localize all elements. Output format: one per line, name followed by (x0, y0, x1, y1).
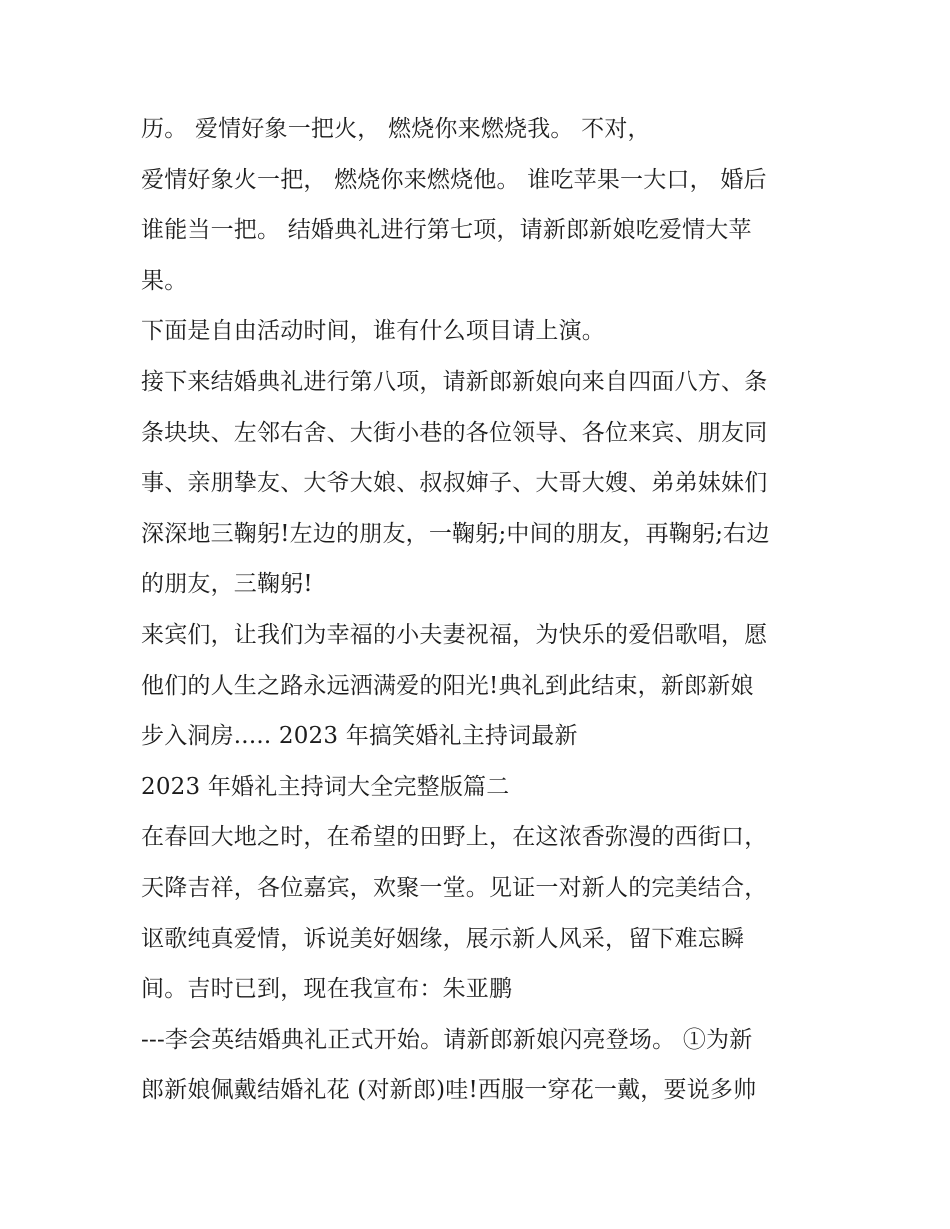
text-line: 事、亲朋挚友、大爷大娘、叔叔婶子、大哥大嫂、弟弟妹妹们 (141, 470, 768, 497)
text-line: 下面是自由活动时间，谁有什么项目请上演。 (141, 318, 605, 345)
text-line: 谁能当一把。 结婚典礼进行第七项，请新郎新娘吃爱情大苹 (141, 217, 752, 244)
text-line: 历。 爱情好象一把火， 燃烧你来燃烧我。 不对， (141, 116, 651, 142)
text-line: 天降吉祥，各位嘉宾，欢聚一堂。见证一对新人的完美结合， (141, 874, 768, 901)
text-line: 接下来结婚典礼进行第八项，请新郎新娘向来自四面八方、条 (141, 368, 768, 395)
text-line: 来宾们，让我们为幸福的小夫妻祝福，为快乐的爱侣歌唱，愿 (141, 621, 768, 648)
text-line: 的朋友，三鞠躬! (141, 571, 313, 598)
text-line: 爱情好象火一把， 燃烧你来燃烧他。 谁吃苹果一大口， 婚后 (141, 166, 767, 193)
text-line: ---李会英结婚典礼正式开始。请新郎新娘闪亮登场。 ①为新 (141, 1026, 753, 1053)
text-line: 条块块、左邻右舍、大街小巷的各位领导、各位来宾、朋友同 (141, 419, 768, 446)
text-line: 深深地三鞠躬!左边的朋友，一鞠躬;中间的朋友，再鞠躬;右边 (141, 520, 770, 547)
text-line: 他们的人生之路永远洒满爱的阳光!典礼到此结束，新郎新娘 (141, 672, 754, 699)
section-heading: 2023 年婚礼主持词大全完整版篇二 (141, 773, 510, 800)
text-line: 讴歌纯真爱情，诉说美好姻缘，展示新人风采，留下难忘瞬 (141, 925, 745, 952)
document-body (141, 104, 821, 1116)
text-line: 间。吉时已到，现在我宣布：朱亚鹏 (141, 976, 513, 1003)
text-line: 在春回大地之时，在希望的田野上，在这浓香弥漫的西街口， (141, 824, 768, 851)
text-line: 果。 (141, 267, 188, 294)
text-line: 郎新娘佩戴结婚礼花 (对新郎)哇!西服一穿花一戴，要说多帅 (141, 1077, 757, 1104)
text-line: 步入洞房..... 2023 年搞笑婚礼主持词最新 (141, 723, 578, 750)
